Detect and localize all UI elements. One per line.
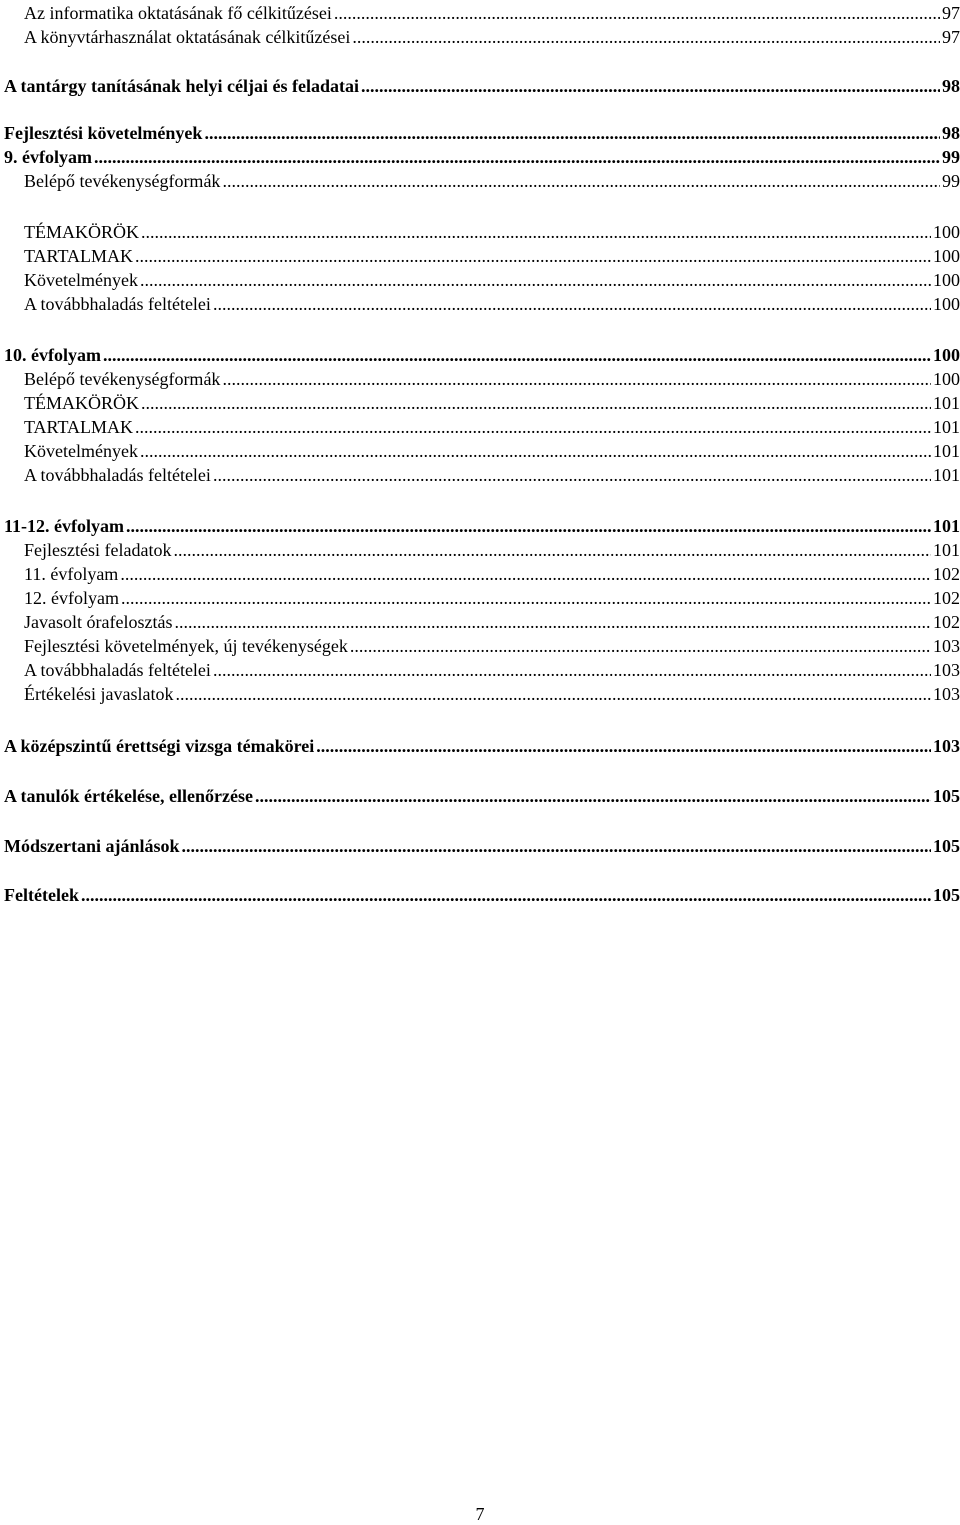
toc-entry-title: Belépő tevékenységformák xyxy=(24,369,221,389)
toc-entry[interactable] xyxy=(0,368,960,390)
toc-entry[interactable] xyxy=(0,611,960,633)
toc-entry[interactable] xyxy=(0,539,960,561)
toc-entry[interactable] xyxy=(0,835,960,857)
toc-entry-page: 98 xyxy=(942,123,960,143)
dot-leader xyxy=(126,515,931,537)
toc-entry-title: 12. évfolyam xyxy=(24,588,119,608)
toc-entry[interactable] xyxy=(0,683,960,705)
toc-entry[interactable] xyxy=(0,464,960,486)
toc-entry-page: 103 xyxy=(933,636,960,656)
toc-entry-title: 11-12. évfolyam xyxy=(4,516,124,536)
dot-leader xyxy=(222,170,940,192)
toc-entry-title: 10. évfolyam xyxy=(4,345,101,365)
toc-entry-title: A könyvtárhasználat oktatásának célkitűzései xyxy=(24,27,351,47)
toc-entry-title: A tanulók értékelése, ellenőrzése xyxy=(4,786,253,806)
toc-entry-title: Az informatika oktatásának fő célkitűzései xyxy=(24,3,332,23)
toc-entry-page: 100 xyxy=(933,246,960,266)
toc-entry-title: Belépő tevékenységformák xyxy=(24,171,221,191)
dot-leader xyxy=(141,392,931,414)
toc-entry[interactable] xyxy=(0,785,960,807)
dot-leader xyxy=(213,293,931,315)
toc-entry-page: 103 xyxy=(933,660,960,680)
toc-entry-page: 103 xyxy=(933,736,960,756)
toc-entry[interactable] xyxy=(0,515,960,537)
toc-entry[interactable] xyxy=(0,344,960,366)
toc-entry-title: TARTALMAK xyxy=(24,417,134,437)
dot-leader xyxy=(222,368,931,390)
dot-leader xyxy=(352,26,940,48)
toc-entry-title: Követelmények xyxy=(24,270,138,290)
toc-entry[interactable] xyxy=(0,170,960,192)
toc-entry-page: 100 xyxy=(933,270,960,290)
toc-entry[interactable] xyxy=(0,75,960,97)
toc-entry-title: A továbbhaladás feltételei xyxy=(24,660,211,680)
toc-entry-page: 103 xyxy=(933,684,960,704)
dot-leader xyxy=(182,835,932,857)
toc-entry-title: Javasolt órafelosztás xyxy=(24,612,173,632)
toc-entry-title: A továbbhaladás feltételei xyxy=(24,465,211,485)
toc-entry-title: A tantárgy tanításának helyi céljai és feladatai xyxy=(4,76,359,96)
toc-entry[interactable] xyxy=(0,587,960,609)
toc-entry[interactable] xyxy=(0,146,960,168)
toc-entry-page: 98 xyxy=(942,76,960,96)
toc-entry-page: 101 xyxy=(933,441,960,461)
toc-entry[interactable] xyxy=(0,2,960,24)
toc-entry[interactable] xyxy=(0,884,960,906)
toc-entry-title: A középszintű érettségi vizsga témakörei xyxy=(4,736,315,756)
dot-leader xyxy=(175,683,931,705)
toc-entry-page: 102 xyxy=(933,564,960,584)
toc-entry-title: 9. évfolyam xyxy=(4,147,92,167)
dot-leader xyxy=(121,587,931,609)
dot-leader xyxy=(141,221,931,243)
toc-entry-page: 102 xyxy=(933,612,960,632)
toc-entry-title: Fejlesztési feladatok xyxy=(24,540,172,560)
toc-entry-title: Fejlesztési követelmények, új tevékenységek xyxy=(24,636,348,656)
toc-entry-page: 100 xyxy=(933,222,960,242)
toc-entry[interactable] xyxy=(0,293,960,315)
toc-entry[interactable] xyxy=(0,440,960,462)
dot-leader xyxy=(120,563,931,585)
dot-leader xyxy=(361,75,940,97)
toc-entry-title: Feltételek xyxy=(4,885,79,905)
toc-entry-page: 100 xyxy=(933,369,960,389)
toc-entry-page: 97 xyxy=(942,27,960,47)
toc-entry-title: Követelmények xyxy=(24,441,138,461)
dot-leader xyxy=(81,884,931,906)
dot-leader xyxy=(174,611,931,633)
dot-leader xyxy=(173,539,931,561)
toc-entry[interactable] xyxy=(0,659,960,681)
toc-entry-title: Módszertani ajánlások xyxy=(4,836,180,856)
dot-leader xyxy=(255,785,931,807)
toc-entry-page: 105 xyxy=(933,786,960,806)
toc-entry-page: 101 xyxy=(933,540,960,560)
toc-entry-title: TARTALMAK xyxy=(24,246,134,266)
toc-entry[interactable] xyxy=(0,635,960,657)
toc-entry-page: 105 xyxy=(933,836,960,856)
toc-entry[interactable] xyxy=(0,221,960,243)
page-number: 7 xyxy=(475,1504,485,1524)
toc-entry[interactable] xyxy=(0,122,960,144)
toc-entry[interactable] xyxy=(0,563,960,585)
dot-leader xyxy=(140,440,931,462)
toc-entry-page: 101 xyxy=(933,417,960,437)
toc-entry[interactable] xyxy=(0,26,960,48)
toc-entry-page: 101 xyxy=(933,393,960,413)
toc-entry-page: 101 xyxy=(933,516,960,536)
dot-leader xyxy=(94,146,940,168)
dot-leader xyxy=(316,735,931,757)
toc-entry-title: TÉMAKÖRÖK xyxy=(24,222,139,242)
toc-entry-title: TÉMAKÖRÖK xyxy=(24,393,139,413)
toc-entry-page: 99 xyxy=(942,147,960,167)
dot-leader xyxy=(350,635,931,657)
toc-entry-page: 99 xyxy=(942,171,960,191)
toc-entry-title: Fejlesztési követelmények xyxy=(4,123,203,143)
toc-entry-page: 100 xyxy=(933,294,960,314)
dot-leader xyxy=(213,464,931,486)
dot-leader xyxy=(213,659,931,681)
dot-leader xyxy=(103,344,931,366)
toc-entry[interactable] xyxy=(0,269,960,291)
toc-entry[interactable] xyxy=(0,416,960,438)
toc-entry-page: 105 xyxy=(933,885,960,905)
dot-leader xyxy=(135,416,931,438)
toc-entry-title: A továbbhaladás feltételei xyxy=(24,294,211,314)
dot-leader xyxy=(135,245,931,267)
dot-leader xyxy=(140,269,931,291)
toc-entry-title: Értékelési javaslatok xyxy=(24,684,174,704)
toc-entry[interactable] xyxy=(0,392,960,414)
toc-entry-title: 11. évfolyam xyxy=(24,564,119,584)
toc-entry-page: 97 xyxy=(942,3,960,23)
dot-leader xyxy=(204,122,940,144)
toc-entry-page: 101 xyxy=(933,465,960,485)
toc-entry-page: 102 xyxy=(933,588,960,608)
dot-leader xyxy=(334,2,940,24)
toc-entry[interactable] xyxy=(0,735,960,757)
toc-entry[interactable] xyxy=(0,245,960,267)
toc-entry-page: 100 xyxy=(933,345,960,365)
